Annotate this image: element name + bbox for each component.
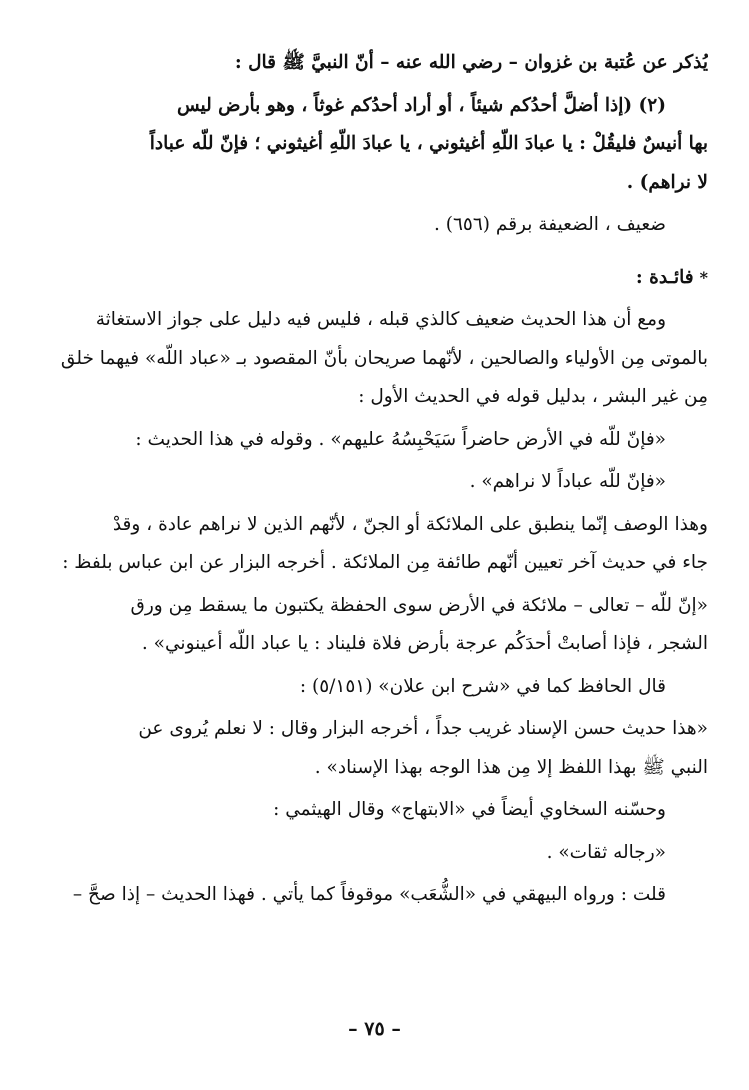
intro-line: يُذكر عن عُتبة بن غزوان – رضي الله عنه – أنّ النبيَّ ﷺ قال :	[234, 52, 708, 73]
star-icon: *	[699, 267, 708, 287]
sakhawi-line: وحسّنه السخاوي أيضاً في «الابتهاج» وقال الهيثمي :	[273, 799, 666, 820]
fawaid-heading	[40, 259, 708, 298]
book-page	[40, 44, 708, 915]
closing-line: قلت : ورواه البيهقي في «الشُّعَب» موقوفاً كما يأتي . فهذا الحديث – إذا صحَّ –	[72, 884, 666, 905]
hafiz-line: قال الحافظ كما في «شرح ابن علان» (٥/١٥١) :	[299, 675, 666, 697]
paragraph-1-line-2: بالموتى مِن الأولياء والصالحين ، لأنّهما صريحان بأنّ المقصود بـ «عباد اللّه» فيهما خلق	[60, 347, 708, 369]
paragraph-1-line-3: مِن غير البشر ، بدليل قوله في الحديث الأول :	[358, 386, 708, 407]
hadith-line-3: لا نراهم) .	[626, 171, 708, 193]
quote-1: «فإنّ للّه في الأرض حاضراً سَيَحْبِسُهُ عليهم» . وقوله في هذا الحديث :	[135, 428, 666, 450]
paragraph-1-line-1: ومع أن هذا الحديث ضعيف كالذي قبله ، فليس فيه دليل على جواز الاستغاثة	[95, 309, 666, 330]
page-number: – ٧٥ –	[348, 1018, 401, 1040]
paragraph-2-line-2: جاء في حديث آخر تعيين أنّهم طائفة مِن الملائكة . أخرجه البزار عن ابن عباس بلفظ :	[62, 552, 708, 573]
quote-4-line-1: «هذا حديث حسن الإسناد غريب جداً ، أخرجه البزار وقال : لا نعلم يُروى عن	[138, 718, 708, 739]
quote-2: «فإنّ للّه عباداً لا نراهم» .	[469, 471, 666, 492]
rijal-line: «رجاله ثقات» .	[546, 841, 666, 863]
paragraph-2-line-1: وهذا الوصف إنّما ينطبق على الملائكة أو الجنّ ، لأنّهم الذين لا نراهم عادة ، وقدْ	[112, 513, 708, 535]
hadith-line-1: (٢) (إذا أضلَّ أحدُكم شيئاً ، أو أراد أحدُكم غوثاً ، وهو بأرض ليس	[176, 94, 666, 116]
fawaid-label: فائـدة :	[635, 266, 694, 288]
grading-line: ضعيف ، الضعيفة برقم (٦٥٦) .	[434, 214, 666, 235]
quote-3-line-2: الشجر ، فإذا أصابتْ أحدَكُم عرجة بأرض فلاة فليناد : يا عباد اللّه أعينوني» .	[141, 633, 708, 654]
quote-4-line-2: النبي ﷺ بهذا اللفظ إلا مِن هذا الوجه بهذا الإسناد» .	[314, 756, 708, 778]
hadith-line-2: بها أنيسٌ فليقُلْ : يا عبادَ اللّهِ أغيثوني ، يا عبادَ اللّهِ أغيثوني ؛ فإنّ للّه عباداً	[149, 133, 708, 154]
quote-3-line-1: «إنّ للّه – تعالى – ملائكة في الأرض سوى الحفظة يكتبون ما يسقط مِن ورق	[130, 594, 708, 616]
